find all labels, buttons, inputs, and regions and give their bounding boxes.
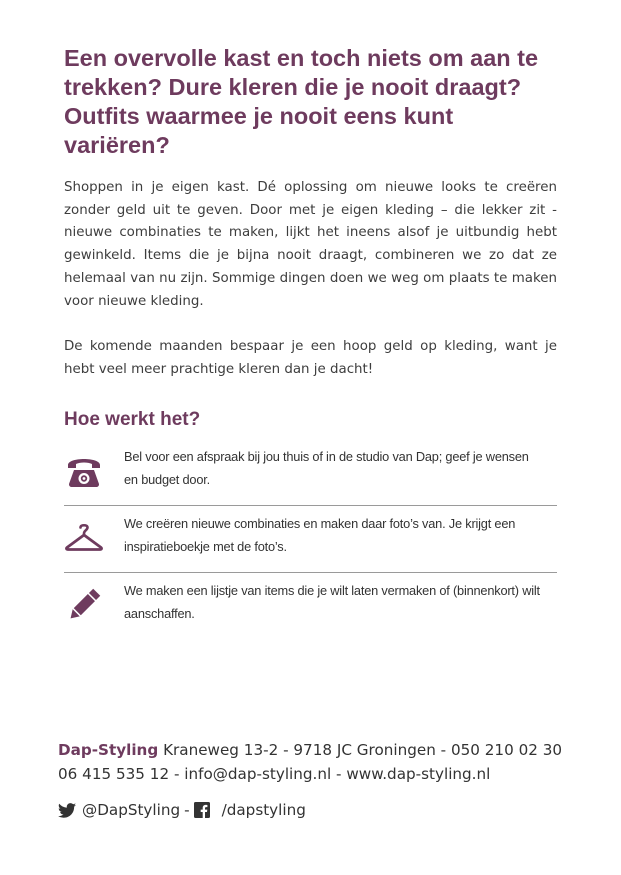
social-separator: -	[184, 801, 190, 819]
step-text: Bel voor een afspraak bij jou thuis of in de studio van Dap; geef je wensen en budget door.	[124, 449, 529, 487]
twitter-icon[interactable]	[58, 803, 76, 818]
intro-paragraph-1: Shoppen in je eigen kast. Dé oplossing om nieuwe looks te creëren zonder geld uit te geven. Door met je eigen kleding – die lekker zit - nieuwe combinaties te maken, lijkt het ineens alsof je uitbundig hebt gewinkeld. Items die je bijna nooit draagt, combineren we zo dat ze helemaal van nu zijn. Sommige dingen doen we weg om plaats te maken voor nieuwe kleding.	[64, 180, 557, 309]
step-item	[64, 573, 557, 639]
contact-line-1	[58, 738, 598, 762]
headline: Een overvolle kast en toch niets om aan te trekken? Dure kleren die je nooit draagt? Outfits waarmee je nooit eens kunt variëren?	[64, 45, 539, 158]
step-text: We creëren nieuwe combinaties en maken daar foto’s van. Je krijgt een inspiratieboekje met de foto’s.	[124, 516, 516, 554]
step-item	[64, 506, 557, 573]
contact-footer	[58, 738, 598, 786]
pencil-icon	[64, 585, 104, 625]
intro-paragraph-2: De komende maanden bespaar je een hoop geld op kleding, want je hebt veel meer prachtige kleren dan je dacht!	[64, 338, 557, 377]
facebook-icon[interactable]	[194, 802, 210, 818]
hanger-icon	[64, 518, 104, 558]
step-text: We maken een lijstje van items die je wilt laten vermaken of (binnenkort) wilt aanschaffen.	[124, 583, 540, 621]
facebook-handle[interactable]: /dapstyling	[221, 801, 306, 819]
contact-line-2[interactable]: 06 415 535 12 - info@dap-styling.nl - www.dap-styling.nl	[58, 765, 491, 783]
telephone-icon	[64, 451, 104, 491]
contact-address: Kraneweg 13-2 - 9718 JC Groningen - 050 210 02 30	[163, 741, 563, 759]
twitter-handle[interactable]: @DapStyling	[82, 801, 181, 819]
brand-name: Dap-Styling	[58, 741, 159, 759]
how-it-works-steps	[64, 439, 557, 639]
step-item	[64, 439, 557, 506]
social-links	[58, 798, 306, 822]
how-it-works-title: Hoe werkt het?	[64, 409, 201, 430]
intro-text	[64, 177, 557, 404]
